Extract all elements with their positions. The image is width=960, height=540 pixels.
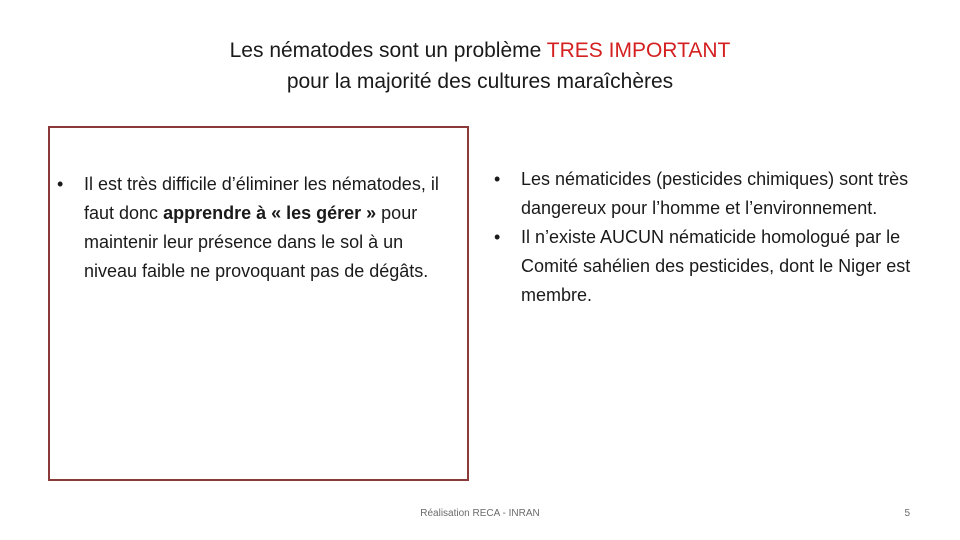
left-bullet-text-1: Il est très difficile d’éliminer les nématodes, il faut donc — [84, 174, 439, 223]
left-bullet-bold: apprendre à « les gérer » — [163, 203, 377, 223]
bullet-icon: • — [57, 174, 64, 194]
right-bullet-item-2 — [494, 223, 919, 310]
bullet-icon: • — [494, 227, 501, 247]
left-bullet-text-2: pour maintenir leur présence dans le sol à un niveau faible ne provoquant pas de dégâts. — [84, 203, 429, 281]
slide-footer: Réalisation RECA - INRAN — [420, 508, 540, 519]
slide-title — [0, 35, 960, 97]
title-prefix: Les nématodes sont un problème — [229, 39, 547, 62]
page-number: 5 — [904, 508, 910, 519]
right-bullet-item-1 — [494, 165, 919, 223]
left-bullet-item — [57, 170, 457, 286]
left-bullet-list — [57, 170, 457, 286]
right-bullet-text-2: Il n’existe AUCUN nématicide homologué par le Comité sahélien des pesticides, dont le Niger est membre. — [521, 227, 911, 305]
title-highlight: TRES IMPORTANT — [546, 39, 731, 62]
title-line-2: pour la majorité des cultures maraîchères — [286, 70, 674, 93]
right-bullet-list — [494, 165, 919, 310]
title-line-1 — [0, 35, 960, 66]
right-bullet-text-1: Les nématicides (pesticides chimiques) sont très dangereux pour l’homme et l’environnement. — [521, 169, 909, 218]
bullet-icon: • — [494, 169, 501, 189]
